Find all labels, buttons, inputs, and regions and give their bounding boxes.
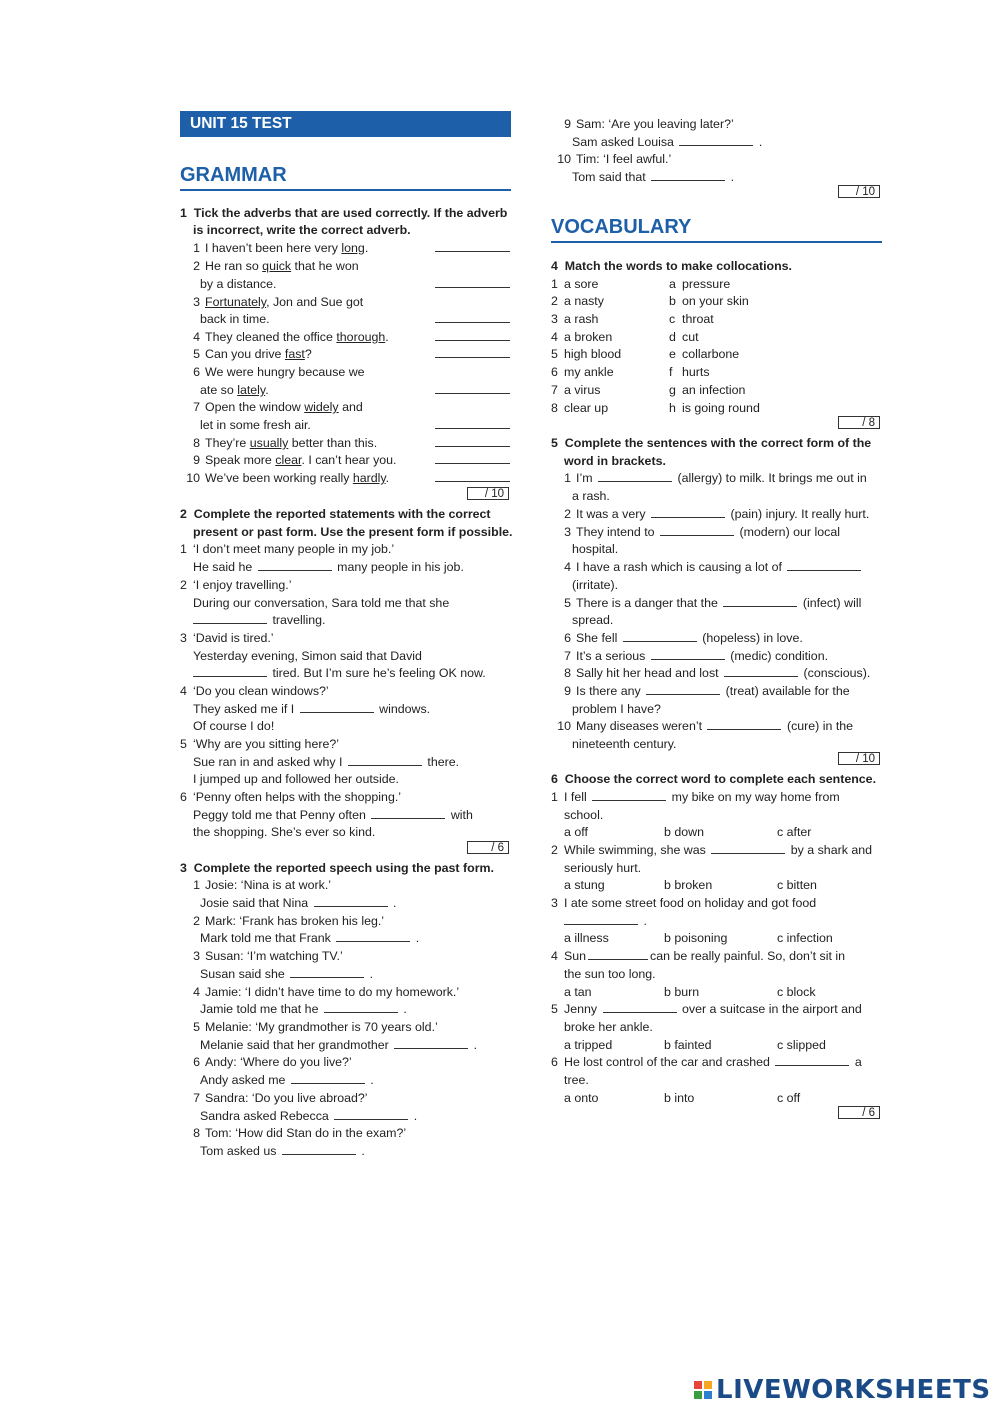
blank[interactable]	[324, 1001, 398, 1013]
ex5-item-4-cont: (irritate).	[572, 578, 619, 592]
blank[interactable]	[651, 506, 725, 518]
ex3-item-8-answer: Tom asked us .	[200, 1144, 365, 1158]
ex3-item-7: 7 Sandra: ‘Do you live abroad?’	[193, 1091, 368, 1105]
ex1-item-3-cont: back in time.	[200, 312, 270, 326]
ex3-item-1: 1 Josie: ‘Nina is at work.’	[193, 878, 332, 892]
ex6-item-3-option-c[interactable]: c infection	[777, 931, 833, 945]
answer-line-3[interactable]	[435, 322, 510, 323]
ex4-right-b: b on your skin	[669, 294, 749, 308]
ex3-instruction: 3 Complete the reported speech using the past form.	[180, 861, 494, 875]
blank[interactable]	[660, 524, 734, 536]
blank[interactable]	[775, 1054, 849, 1066]
ex1-instruction-2: is incorrect, write the correct adverb.	[193, 223, 411, 237]
ex6-item-6-option-c[interactable]: c off	[777, 1091, 801, 1105]
ex5-item-3-cont: hospital.	[572, 542, 619, 556]
answer-line-1[interactable]	[435, 251, 510, 252]
grammar-heading: GRAMMAR	[180, 162, 511, 191]
ex1-item-3: 3 Fortunately, Jon and Sue got	[193, 295, 364, 309]
ex6-item-1-option-b[interactable]: b down	[664, 825, 704, 839]
ex3-item-3: 3 Susan: ‘I’m watching TV.’	[193, 949, 343, 963]
ex6-item-6-option-a[interactable]: a onto	[564, 1091, 599, 1105]
blank[interactable]	[282, 1143, 356, 1155]
logo-square-1	[694, 1381, 702, 1389]
ex1-item-8: 8 They’re usually better than this.	[193, 436, 378, 450]
ex4-right-a: a pressure	[669, 277, 731, 291]
blank[interactable]	[290, 966, 364, 978]
ex1-item-6-cont: ate so lately.	[200, 383, 269, 397]
blank[interactable]	[348, 754, 422, 766]
ex4-instruction: 4 Match the words to make collocations.	[551, 259, 793, 273]
ex5-item-4: 4 I have a rash which is causing a lot of	[551, 559, 863, 576]
ex3-item-6-answer: Andy asked me .	[200, 1073, 374, 1087]
logo-text: LIVEWORKSHEETS	[716, 1375, 991, 1405]
ex6-item-4-cont: the sun too long.	[564, 967, 656, 981]
ex2-item-2-cont: travelling.	[193, 612, 325, 629]
ex4-left-4: 4 a broken	[551, 330, 613, 344]
ex6-item-5-option-b[interactable]: b fainted	[664, 1038, 712, 1052]
ex2-item-3-answer: Yesterday evening, Simon said that David	[193, 649, 422, 663]
ex1-score-box: / 10	[467, 487, 509, 500]
unit-title: UNIT 15 TEST	[190, 115, 292, 132]
ex2-item-6-answer: Peggy told me that Penny often with	[193, 808, 473, 822]
blank[interactable]	[651, 169, 725, 181]
ex3-item-2: 2 Mark: ‘Frank has broken his leg.’	[193, 914, 385, 928]
answer-line-8[interactable]	[435, 446, 510, 447]
blank[interactable]	[592, 789, 666, 801]
ex1-item-7-cont: let in some fresh air.	[200, 418, 311, 432]
ex5-item-5-cont: spread.	[572, 613, 614, 627]
ex4-right-e: e collarbone	[669, 347, 740, 361]
ex2-item-1-answer: He said he many people in his job.	[193, 560, 464, 574]
blank[interactable]	[679, 134, 753, 146]
ex6-item-3-option-a[interactable]: a illness	[564, 931, 609, 945]
ex6-item-1-cont: school.	[564, 808, 604, 822]
ex2-item-4: 4 ‘Do you clean windows?’	[180, 684, 329, 698]
ex4-left-6: 6 my ankle	[551, 365, 614, 379]
blank[interactable]	[336, 930, 410, 942]
answer-line-9[interactable]	[435, 463, 510, 464]
vocabulary-heading: VOCABULARY	[551, 214, 882, 243]
ex5-item-5: 5 There is a danger that the (infect) will	[564, 596, 862, 610]
ex4-left-2: 2 a nasty	[551, 294, 604, 308]
ex3-item-3-answer: Susan said she .	[200, 967, 374, 981]
ex5-item-8: 8 Sally hit her head and lost (conscious).	[564, 666, 871, 680]
logo-icon	[693, 1380, 713, 1400]
blank[interactable]	[711, 842, 785, 854]
ex3-item-9: 9 Sam: ‘Are you leaving later?’	[564, 117, 734, 131]
blank[interactable]	[193, 665, 267, 677]
ex4-right-g: g an infection	[669, 383, 746, 397]
ex3-item-4-answer: Jamie told me that he .	[200, 1002, 407, 1016]
ex4-left-5: 5 high blood	[551, 347, 622, 361]
ex6-item-5-option-c[interactable]: c slipped	[777, 1038, 826, 1052]
ex2-item-3-cont: tired. But I’m sure he’s feeling OK now.	[193, 665, 486, 682]
ex4-left-7: 7 a virus	[551, 383, 601, 397]
ex5-item-9: 9 Is there any (treat) available for the	[564, 684, 850, 698]
ex5-item-10-cont: nineteenth century.	[572, 737, 677, 751]
answer-line-5[interactable]	[435, 357, 510, 358]
ex2-item-6: 6 ‘Penny often helps with the shopping.’	[180, 790, 402, 804]
liveworksheets-logo[interactable]	[693, 1375, 991, 1405]
blank[interactable]	[564, 913, 638, 925]
ex5-item-1-cont: a rash.	[572, 489, 610, 503]
ex6-item-6-cont: tree.	[564, 1073, 589, 1087]
ex4-left-1: 1 a sore	[551, 277, 599, 291]
ex6-item-4: 4 Sun can be really painful. So, don’t sit in	[551, 949, 845, 963]
ex3-item-7-answer: Sandra asked Rebecca .	[200, 1109, 418, 1123]
ex6-item-1-option-a[interactable]: a off	[564, 825, 588, 839]
ex6-item-6-option-b[interactable]: b into	[664, 1091, 695, 1105]
ex6-item-3: 3 I ate some street food on holiday and got food	[551, 896, 817, 910]
ex5-item-10: 10 Many diseases weren’t (cure) in the	[557, 719, 854, 733]
answer-line-6[interactable]	[435, 393, 510, 394]
ex1-item-7: 7 Open the window widely and	[193, 400, 363, 414]
ex4-right-d: d cut	[669, 330, 699, 344]
ex6-instruction: 6 Choose the correct word to complete each sentence.	[551, 772, 877, 786]
blank[interactable]	[651, 648, 725, 660]
ex2-instruction-2: present or past form. Use the present form if possible.	[193, 525, 513, 539]
ex2-item-5: 5 ‘Why are you sitting here?’	[180, 737, 340, 751]
answer-line-7[interactable]	[435, 428, 510, 429]
logo-square-2	[704, 1381, 712, 1389]
blank[interactable]	[787, 559, 861, 571]
ex3-item-5-answer: Melanie said that her grandmother .	[200, 1038, 478, 1052]
ex1-item-5: 5 Can you drive fast?	[193, 347, 312, 361]
ex6-item-2-option-b[interactable]: b broken	[664, 878, 713, 892]
ex2-item-6-cont: the shopping. She’s ever so kind.	[193, 825, 376, 839]
ex5-item-2: 2 It was a very (pain) injury. It really hurt.	[564, 507, 870, 521]
ex3-item-9-answer: Sam asked Louisa .	[572, 135, 763, 149]
blank[interactable]	[193, 612, 267, 624]
ex5-item-6: 6 She fell (hopeless) in love.	[564, 631, 803, 645]
answer-line-10[interactable]	[435, 481, 510, 482]
blank[interactable]	[394, 1037, 468, 1049]
blank[interactable]	[623, 630, 697, 642]
blank[interactable]	[291, 1072, 365, 1084]
ex2-score-box: / 6	[467, 841, 509, 854]
ex6-item-1-option-c[interactable]: c after	[777, 825, 812, 839]
blank[interactable]	[314, 895, 388, 907]
ex6-item-2-cont: seriously hurt.	[564, 861, 642, 875]
blank[interactable]	[300, 701, 374, 713]
blank[interactable]	[334, 1108, 408, 1120]
ex4-right-f: f hurts	[669, 365, 710, 379]
ex2-item-2-answer: During our conversation, Sara told me that she	[193, 596, 450, 610]
ex6-item-6: 6 He lost control of the car and crashed a	[551, 1055, 862, 1069]
ex2-item-4-cont: Of course I do!	[193, 719, 275, 733]
ex6-item-5-option-a[interactable]: a tripped	[564, 1038, 613, 1052]
ex3-score-box: / 10	[838, 185, 880, 198]
ex6-item-2-option-a[interactable]: a stung	[564, 878, 605, 892]
ex6-item-2: 2 While swimming, she was by a shark and	[551, 843, 873, 857]
ex6-item-1: 1 I fell my bike on my way home from	[551, 790, 840, 804]
blank[interactable]	[723, 595, 797, 607]
ex4-right-c: c throat	[669, 312, 714, 326]
ex4-left-8: 8 clear up	[551, 401, 609, 415]
blank[interactable]	[258, 559, 332, 571]
ex2-item-1: 1 ‘I don’t meet many people in my job.’	[180, 542, 395, 556]
ex6-item-4-option-b[interactable]: b burn	[664, 985, 700, 999]
ex4-left-3: 3 a rash	[551, 312, 599, 326]
ex3-item-8: 8 Tom: ‘How did Stan do in the exam?’	[193, 1126, 407, 1140]
ex2-item-3: 3 ‘David is tired.’	[180, 631, 274, 645]
unit-title-bar	[180, 111, 511, 137]
blank[interactable]	[371, 807, 445, 819]
ex6-item-3-cont: .	[564, 913, 647, 930]
ex6-score-box: / 6	[838, 1106, 880, 1119]
ex1-item-6: 6 We were hungry because we	[193, 365, 365, 379]
answer-line-2[interactable]	[435, 287, 510, 288]
ex1-item-2: 2 He ran so quick that he won	[193, 259, 359, 273]
ex4-right-h: h is going round	[669, 401, 760, 415]
logo-square-3	[694, 1391, 702, 1399]
blank[interactable]	[603, 1001, 677, 1013]
ex5-item-1: 1 I’m (allergy) to milk. It brings me out in	[564, 471, 867, 485]
ex5-score-box: / 10	[838, 752, 880, 765]
ex3-item-5: 5 Melanie: ‘My grandmother is 70 years old.’	[193, 1020, 438, 1034]
ex6-item-4-option-c[interactable]: c block	[777, 985, 816, 999]
ex1-item-10: 10 We’ve been working really hardly.	[186, 471, 390, 485]
ex6-item-5: 5 Jenny over a suitcase in the airport and	[551, 1002, 862, 1016]
ex1-item-1: 1 I haven’t been here very long.	[193, 241, 369, 255]
ex5-instruction: 5 Complete the sentences with the correct form of the	[551, 436, 872, 450]
ex4-score-box: / 8	[838, 416, 880, 429]
ex3-item-10-answer: Tom said that .	[572, 170, 735, 184]
logo-square-4	[704, 1391, 712, 1399]
ex2-item-5-answer: Sue ran in and asked why I there.	[193, 755, 460, 769]
ex6-item-2-option-c[interactable]: c bitten	[777, 878, 817, 892]
ex5-instruction-2: word in brackets.	[564, 454, 666, 468]
ex3-item-10: 10 Tim: ‘I feel awful.’	[557, 152, 672, 166]
ex6-item-4-option-a[interactable]: a tan	[564, 985, 592, 999]
blank[interactable]	[646, 683, 720, 695]
ex6-item-3-option-b[interactable]: b poisoning	[664, 931, 728, 945]
ex3-item-2-answer: Mark told me that Frank .	[200, 931, 420, 945]
blank[interactable]	[598, 470, 672, 482]
ex5-item-3: 3 They intend to (modern) our local	[564, 525, 840, 539]
ex2-item-4-answer: They asked me if I windows.	[193, 702, 431, 716]
ex1-instruction: 1 Tick the adverbs that are used correctly. If the adverb	[180, 206, 508, 220]
blank[interactable]	[707, 718, 781, 730]
ex5-item-9-cont: problem I have?	[572, 702, 661, 716]
ex1-item-2-cont: by a distance.	[200, 277, 277, 291]
ex3-item-4: 4 Jamie: ‘I didn’t have time to do my homework.’	[193, 985, 460, 999]
answer-line-4[interactable]	[435, 340, 510, 341]
ex2-instruction: 2 Complete the reported statements with the correct	[180, 507, 491, 521]
ex2-item-2: 2 ‘I enjoy travelling.’	[180, 578, 292, 592]
ex2-item-5-cont: I jumped up and followed her outside.	[193, 772, 399, 786]
ex3-item-6: 6 Andy: ‘Where do you live?’	[193, 1055, 352, 1069]
blank[interactable]	[724, 665, 798, 677]
ex1-item-9: 9 Speak more clear. I can’t hear you.	[193, 453, 397, 467]
ex5-item-7: 7 It’s a serious (medic) condition.	[564, 649, 829, 663]
ex3-item-1-answer: Josie said that Nina .	[200, 896, 397, 910]
ex1-item-4: 4 They cleaned the office thorough.	[193, 330, 389, 344]
blank[interactable]	[588, 948, 648, 960]
ex6-item-5-cont: broke her ankle.	[564, 1020, 653, 1034]
